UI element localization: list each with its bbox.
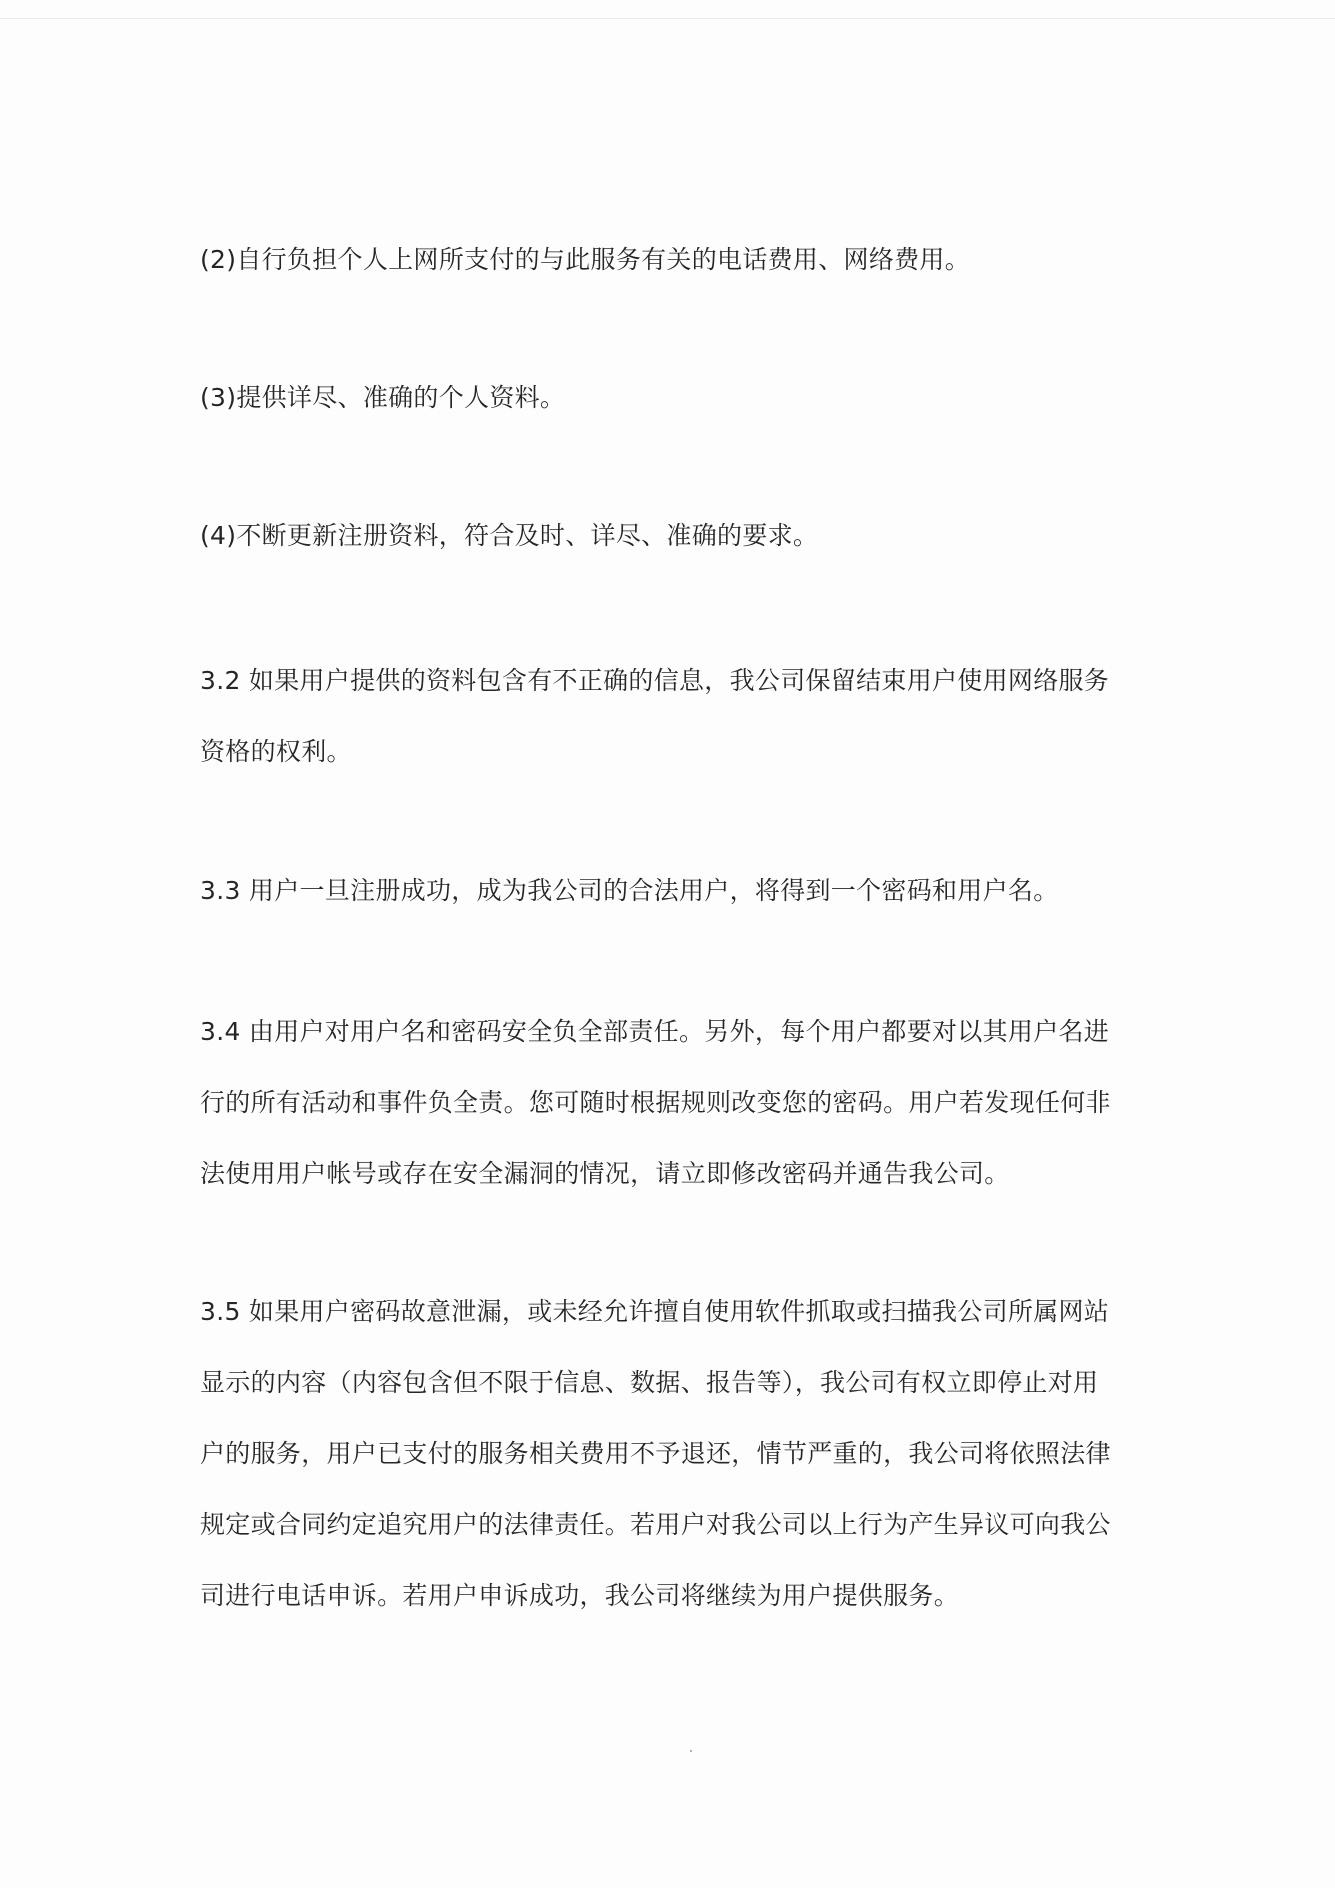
paragraph-3-4: [200, 996, 1130, 1209]
scan-speck: [690, 1750, 692, 1752]
text-line: (4)不断更新注册资料，符合及时、详尽、准确的要求。: [200, 521, 819, 550]
paragraph-2-3: [200, 362, 1130, 433]
text-line: (3)提供详尽、准确的个人资料。: [200, 383, 566, 412]
paragraph-3-2: [200, 645, 1130, 787]
text-line: 3.2 如果用户提供的资料包含有不正确的信息，我公司保留结束用户使用网络服务: [200, 666, 1110, 695]
text-line: 3.5 如果用户密码故意泄漏，或未经允许擅自使用软件抓取或扫描我公司所属网站: [200, 1297, 1110, 1326]
text-line: 户的服务，用户已支付的服务相关费用不予退还，情节严重的，我公司将依照法律: [200, 1439, 1111, 1468]
scan-top-edge: [0, 18, 1335, 19]
text-line: 规定或合同约定追究用户的法律责任。若用户对我公司以上行为产生异议可向我公: [200, 1510, 1111, 1539]
paragraph-3-3: [200, 855, 1130, 926]
text-line: 法使用用户帐号或存在安全漏洞的情况，请立即修改密码并通告我公司。: [200, 1159, 1010, 1188]
text-line: 3.3 用户一旦注册成功，成为我公司的合法用户，将得到一个密码和用户名。: [200, 876, 1059, 905]
text-line: (2)自行负担个人上网所支付的与此服务有关的电话费用、网络费用。: [200, 245, 971, 274]
text-line: 资格的权利。: [200, 737, 352, 766]
text-line: 司进行电话申诉。若用户申诉成功，我公司将继续为用户提供服务。: [200, 1581, 960, 1610]
text-line: 显示的内容（内容包含但不限于信息、数据、报告等），我公司有权立即停止对用: [200, 1368, 1099, 1397]
text-line: 行的所有活动和事件负全责。您可随时根据规则改变您的密码。用户若发现任何非: [200, 1088, 1111, 1117]
text-line: 3.4 由用户对用户名和密码安全负全部责任。另外，每个用户都要对以其用户名进: [200, 1017, 1110, 1046]
paragraph-2-4: [200, 500, 1130, 571]
paragraph-2-2: [200, 224, 1130, 295]
paragraph-3-5: [200, 1276, 1130, 1631]
